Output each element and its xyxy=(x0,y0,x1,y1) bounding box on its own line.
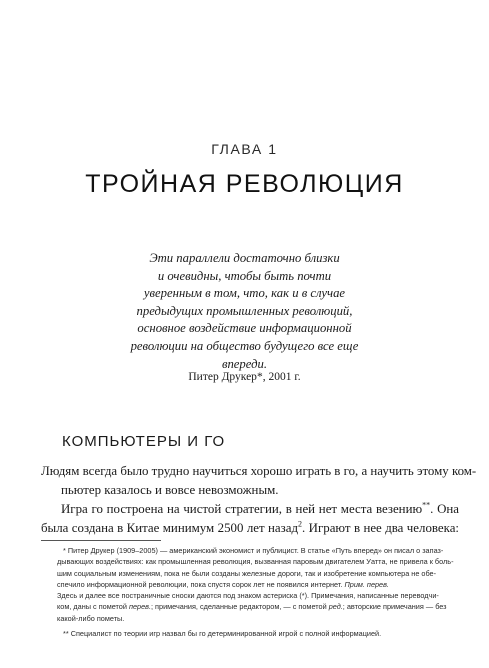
chapter-title: ТРОЙНАЯ РЕВОЛЮЦИЯ xyxy=(85,170,404,198)
footnote-line: * Питер Друкер (1909–2005) — американский экономист и публицист. В статье «Путь вперед» он писал о запаз- xyxy=(63,546,444,555)
footnote-text: ком, даны с пометой xyxy=(57,602,129,612)
body-text-fragment: . Играют в нее два человека: xyxy=(302,521,459,535)
footnote-line: дывающих воздействиях: как промышленная революция, вызванная паровым двигателем Уатта, не привела к боль- xyxy=(57,557,454,567)
body-paragraph xyxy=(41,462,477,500)
section-heading: КОМПЬЮТЕРЫ И ГО xyxy=(62,433,226,450)
body-line: Людям всегда было трудно научиться хорошо играть в го, а научить этому ком- xyxy=(41,464,477,478)
footnote-text: ; примечания, сделанные редактором, — с пометой xyxy=(151,602,329,612)
epigraph-line: и очевидны, чтобы быть почти xyxy=(157,268,332,283)
footnote-line xyxy=(57,601,457,612)
footnote-line: какой-либо пометы. xyxy=(57,613,125,623)
epigraph xyxy=(100,250,389,373)
footnote-text: ; авторские примечания — без xyxy=(342,602,447,612)
body-line: пьютер казалось и вовсе невозможным. xyxy=(61,483,279,497)
epigraph-author: Питер Друкер xyxy=(188,371,257,383)
chapter-number: ГЛАВА 1 xyxy=(211,141,278,157)
footnote-line: шим социальным изменениям, пока не были созданы железные дороги, так и изобретение компьютера не обе- xyxy=(57,568,437,578)
epigraph-line: предыдущих промышленных революций, xyxy=(136,303,353,318)
body-line xyxy=(41,519,459,538)
footnote-note-tag: ред. xyxy=(328,602,343,612)
footnote-mark: * xyxy=(256,371,263,383)
footnote-mark: ** xyxy=(422,500,431,510)
epigraph-line: революции на общество будущего все еще xyxy=(130,338,359,353)
footnote-line: Здесь и далее все постраничные сноски даются под знаком астериска (*). Примечания, написанные переводчи- xyxy=(57,591,439,601)
epigraph-attribution xyxy=(100,371,389,383)
body-paragraph xyxy=(41,500,459,538)
body-text-fragment: . Она xyxy=(430,502,460,516)
body-text-fragment: Игра го построена на чистой стратегии, в ней нет места везению xyxy=(61,502,423,516)
epigraph-line: уверенным в том, что, как и в случае xyxy=(143,286,346,301)
body-text-fragment: была создана в Китае минимум 2500 лет назад xyxy=(41,521,299,535)
endnote-mark: 2 xyxy=(298,519,303,529)
footnote-line xyxy=(57,579,457,590)
epigraph-line: основное воздействие информационной xyxy=(137,321,352,336)
footnote-text: спечило информационной революции, пока спустя сорок лет не появился интернет. xyxy=(57,579,345,589)
footnote-note-tag: Прим. перев. xyxy=(344,579,389,589)
footnotes xyxy=(57,545,457,639)
footnote-note-tag: перев. xyxy=(128,602,151,612)
body-line xyxy=(41,500,459,519)
footnote-line: ** Специалист по теории игр назвал бы го детерминированной игрой с полной информацией. xyxy=(63,629,382,639)
epigraph-year: , 2001 г. xyxy=(262,371,301,383)
epigraph-line: впереди. xyxy=(221,356,268,371)
epigraph-line: Эти параллели достаточно близки xyxy=(149,251,340,265)
footnote-divider xyxy=(41,540,161,541)
